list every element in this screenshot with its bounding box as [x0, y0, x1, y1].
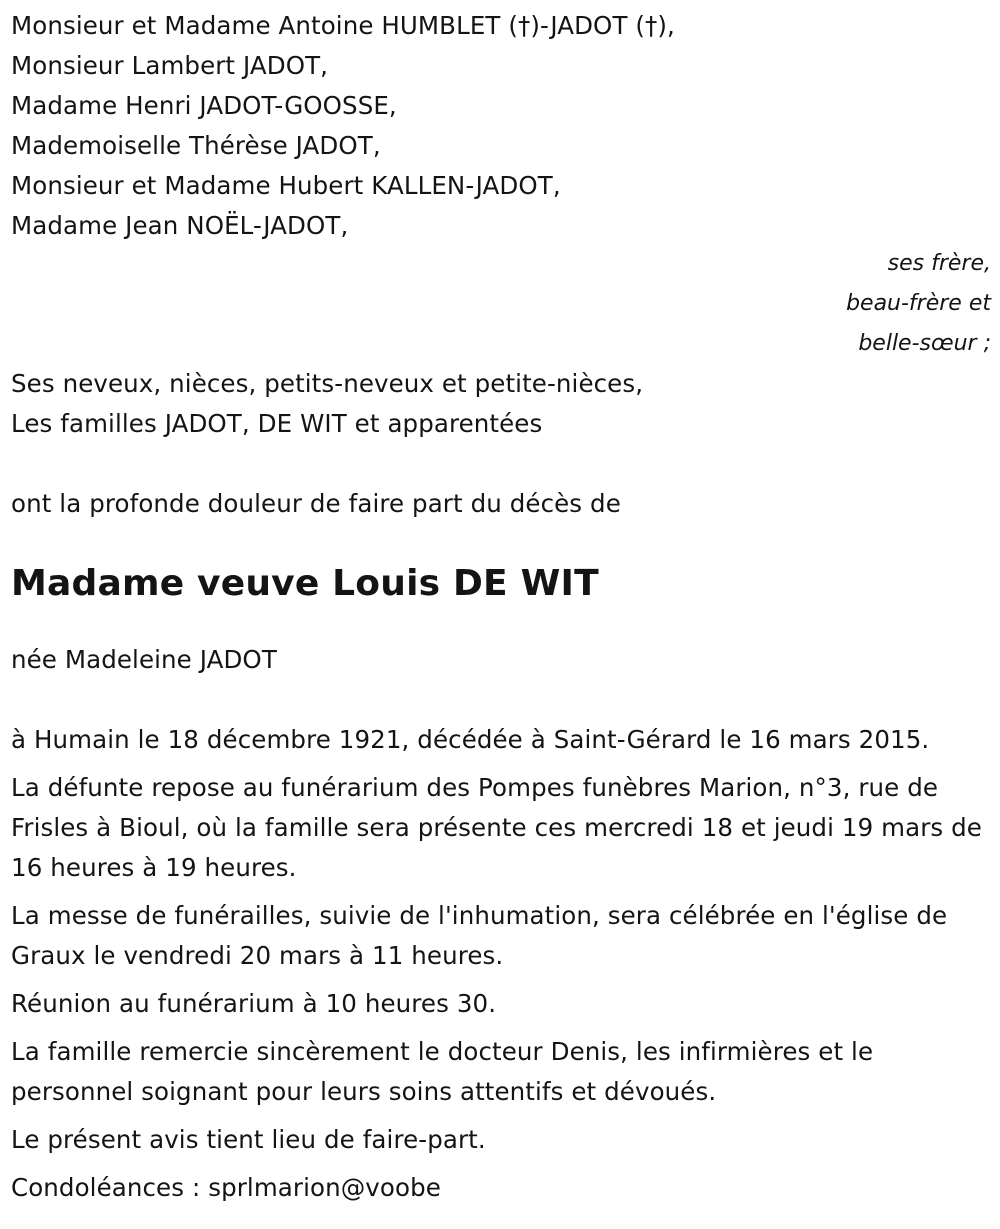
thanks-paragraph: La famille remercie sincèrement le docteur Denis, les infirmières et le personnel soignant pour leurs soins attentifs et dévoués. [11, 1037, 874, 1106]
relation-note [11, 244, 991, 364]
family-line: Monsieur Lambert JADOT, [11, 51, 329, 80]
relatives-line: Les familles JADOT, DE WIT et apparentées [11, 409, 543, 438]
birth-death-paragraph: à Humain le 18 décembre 1921, décédée à Saint-Gérard le 16 mars 2015. [11, 725, 930, 754]
other-relatives [11, 364, 991, 444]
spacer [11, 444, 991, 484]
family-line: Mademoiselle Thérèse JADOT, [11, 131, 381, 160]
notice-paragraph: Le présent avis tient lieu de faire-part. [11, 1125, 486, 1154]
deceased-name: Madame veuve Louis DE WIT [11, 563, 599, 604]
relation-line: ses frère, [887, 251, 991, 276]
family-line: Madame Jean NOËL-JADOT, [11, 211, 349, 240]
condolences-paragraph: Condoléances : sprlmarion@voobe [11, 1173, 441, 1202]
obituary-notice [11, 6, 991, 1208]
relatives-line: Ses neveux, nièces, petits-neveux et petite-nièces, [11, 369, 644, 398]
details [11, 720, 991, 1208]
funeral-paragraph: La messe de funérailles, suivie de l'inhumation, sera célébrée en l'église de Graux le vendredi 20 mars à 11 heures. [11, 901, 948, 970]
family-list [11, 6, 991, 246]
birth-name: née Madeleine JADOT [11, 645, 277, 674]
visitation-paragraph: La défunte repose au funérarium des Pompes funèbres Marion, n°3, rue de Frisles à Bioul, où la famille sera présente ces mercredi 18 et jeudi 19 mars de 16 heures à 19 heures. [11, 773, 982, 882]
gathering-paragraph: Réunion au funérarium à 10 heures 30. [11, 989, 497, 1018]
relation-line: beau-frère et [846, 291, 991, 316]
family-line: Monsieur et Madame Hubert KALLEN-JADOT, [11, 171, 561, 200]
family-line: Madame Henri JADOT-GOOSSE, [11, 91, 397, 120]
relation-line: belle-sœur ; [858, 331, 991, 356]
announcement-text: ont la profonde douleur de faire part du décès de [11, 489, 621, 518]
family-line: Monsieur et Madame Antoine HUMBLET (†)-JADOT (†), [11, 11, 675, 40]
spacer [11, 680, 991, 720]
